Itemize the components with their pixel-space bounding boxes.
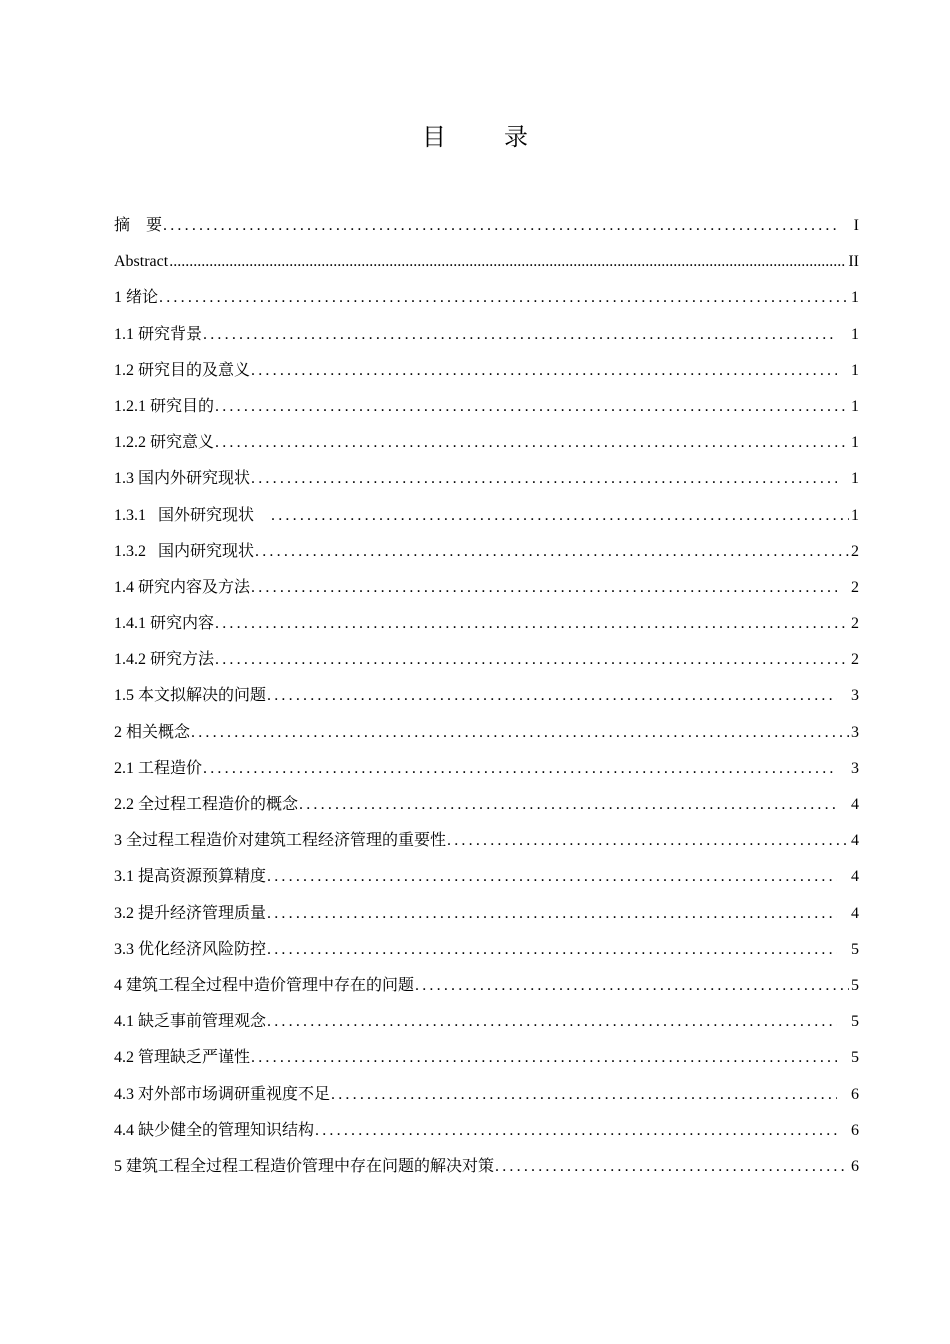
toc-dot-leader: [250, 1040, 837, 1076]
toc-page-number: 5: [851, 940, 859, 958]
toc-entry[interactable]: [114, 280, 859, 316]
toc-entry[interactable]: [114, 1004, 859, 1040]
toc-entry-label: 4 建筑工程全过程中造价管理中存在的问题: [114, 976, 415, 994]
toc-page-number: 3: [851, 687, 859, 705]
toc-dot-leader: [494, 1149, 849, 1185]
toc-dot-leader: [250, 461, 837, 497]
toc-dot-leader: [446, 823, 849, 859]
toc-entry[interactable]: [114, 678, 859, 714]
toc-entry[interactable]: [114, 896, 859, 932]
toc-dot-leader: [250, 353, 837, 389]
toc-entry-label: 2 相关概念: [114, 723, 191, 741]
toc-entry[interactable]: [114, 1077, 859, 1113]
toc-page-number: 5: [851, 1013, 859, 1031]
toc-entry-label: 1.4 研究内容及方法: [114, 578, 251, 596]
toc-dot-leader: [214, 389, 849, 425]
toc-page-number: 3: [851, 759, 859, 777]
toc-dot-leader: [266, 678, 837, 714]
toc-page-number: 6: [851, 1157, 859, 1175]
toc-entry[interactable]: [114, 1113, 859, 1149]
toc-entry[interactable]: [114, 425, 859, 461]
toc-entry-label: 1.4.1 研究内容: [114, 615, 215, 633]
toc-dot-leader: [414, 968, 849, 1004]
toc-entry-label: 摘 要: [114, 217, 163, 234]
toc-page-number: 2: [851, 615, 859, 633]
toc-entry-label: 4.1 缺乏事前管理观念: [114, 1013, 267, 1031]
toc-dot-leader: [266, 859, 837, 895]
toc-entry-label: 3.1 提高资源预算精度: [114, 868, 267, 886]
toc-entry[interactable]: [114, 968, 859, 1004]
toc-entry[interactable]: [114, 715, 859, 751]
toc-entry[interactable]: [114, 859, 859, 895]
toc-page-number: 1: [851, 289, 859, 307]
toc-entry-label: 1.2.1 研究目的: [114, 397, 215, 415]
toc-entry-label: 1.5 本文拟解决的问题: [114, 687, 267, 705]
toc-dot-leader: [190, 715, 849, 751]
toc-page-number: 3: [851, 723, 859, 741]
toc-entry-label: 5 建筑工程全过程工程造价管理中存在问题的解决对策: [114, 1157, 495, 1175]
toc-entry[interactable]: [114, 642, 859, 678]
page-title: 目 录: [422, 125, 554, 151]
toc-entry-label: 3.2 提升经济管理质量: [114, 904, 267, 922]
toc-dot-leader: [214, 642, 849, 678]
toc-entry[interactable]: [114, 606, 859, 642]
toc-entry[interactable]: [114, 1040, 859, 1076]
toc-entry-label: 1.3 国内外研究现状: [114, 470, 251, 488]
toc-page-number: 1: [851, 434, 859, 452]
toc-entry[interactable]: [114, 208, 859, 244]
toc-entry-label: 1.3.1 国外研究现状: [114, 506, 271, 524]
toc-entry[interactable]: [114, 244, 859, 280]
toc-entry[interactable]: [114, 787, 859, 823]
toc-entry[interactable]: [114, 461, 859, 497]
toc-page-number: 5: [851, 1049, 859, 1067]
toc-page-number: 1: [851, 325, 859, 343]
toc-entry[interactable]: [114, 1149, 859, 1185]
toc-entry-label: 1.4.2 研究方法: [114, 651, 215, 669]
toc-dot-leader: [214, 606, 849, 642]
toc-page-number: 6: [851, 1085, 859, 1103]
toc-dot-leader: [162, 208, 840, 244]
toc-page-number: 4: [851, 904, 859, 922]
toc-dot-leader: [202, 751, 837, 787]
toc-dot-leader: [298, 787, 837, 823]
toc-page-number: 1: [851, 397, 859, 415]
toc-entry-label: 1 绪论: [114, 289, 159, 307]
toc-page-number: 1: [851, 361, 859, 379]
toc-entry-label: 4.3 对外部市场调研重视度不足: [114, 1085, 331, 1103]
toc-page-number: 5: [851, 976, 859, 994]
toc-dot-leader: [250, 570, 837, 606]
toc-entry-label: 3.3 优化经济风险防控: [114, 940, 267, 958]
toc-dot-leader: [266, 896, 837, 932]
toc-dot-leader: [266, 1004, 837, 1040]
toc-entry[interactable]: [114, 389, 859, 425]
toc-entry[interactable]: [114, 498, 859, 534]
toc-dot-leader: [214, 425, 849, 461]
toc-page-number: 4: [851, 796, 859, 813]
toc-entry[interactable]: [114, 534, 859, 570]
toc-page-number: 4: [851, 832, 859, 850]
toc-dot-leader: [270, 498, 849, 534]
toc-page-number: 2: [851, 542, 859, 560]
toc-entry-label: 1.2.2 研究意义: [114, 434, 215, 452]
toc-dot-leader: [202, 317, 837, 353]
toc-entry-label: 3 全过程工程造价对建筑工程经济管理的重要性: [114, 832, 447, 850]
toc-page-number: 1: [851, 506, 859, 524]
toc-page-number: 2: [851, 578, 859, 596]
toc-dot-leader: [168, 244, 846, 280]
toc-entry-label: 4.2 管理缺乏严谨性: [114, 1049, 251, 1067]
toc-page-number: I: [853, 217, 859, 234]
toc-entry[interactable]: [114, 317, 859, 353]
toc-page-number: 1: [851, 470, 859, 488]
toc-dot-leader: [266, 932, 837, 968]
table-of-contents: [114, 208, 859, 1185]
toc-entry-label: 4.4 缺少健全的管理知识结构: [114, 1121, 315, 1139]
toc-entry-label: 2.1 工程造价: [114, 759, 203, 777]
toc-entry-label: 1.3.2 国内研究现状: [114, 542, 255, 560]
toc-entry[interactable]: [114, 932, 859, 968]
toc-entry[interactable]: [114, 751, 859, 787]
toc-entry[interactable]: [114, 823, 859, 859]
toc-dot-leader: [330, 1077, 837, 1113]
toc-page-number: 2: [851, 651, 859, 669]
toc-entry-label: 2.2 全过程工程造价的概念: [114, 796, 299, 813]
toc-dot-leader: [254, 534, 849, 570]
toc-dot-leader: [158, 280, 849, 316]
toc-entry-label: 1.1 研究背景: [114, 325, 203, 343]
toc-page-number: II: [848, 253, 859, 271]
toc-entry-label: 1.2 研究目的及意义: [114, 361, 251, 379]
toc-page-number: 6: [851, 1121, 859, 1139]
toc-dot-leader: [314, 1113, 837, 1149]
toc-page-number: 4: [851, 868, 859, 886]
toc-entry[interactable]: [114, 570, 859, 606]
toc-entry[interactable]: [114, 353, 859, 389]
toc-entry-label: Abstract: [114, 253, 169, 271]
